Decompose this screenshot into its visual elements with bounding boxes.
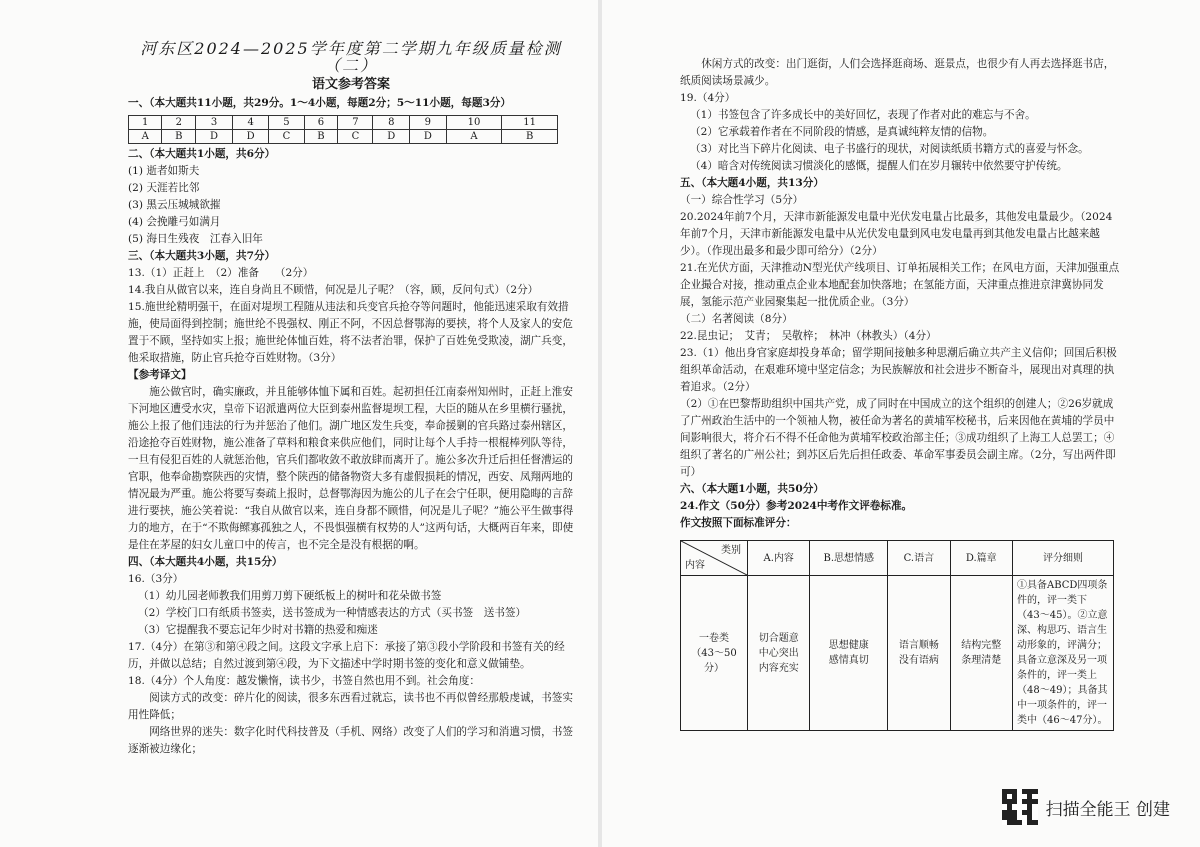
q21-answer: 21.在光伏方面，天津推动N型光伏产线项目、订单拓展相关工作；在风电方面，天津加强重点企业撮合对接，推动重点企业本地配套加快落地；在氢能方面，天津重点推进京津冀协同发展，氢能示范产业园聚集起一批优质企业。（3分） — [680, 262, 1120, 308]
q24-subheading: 作文按照下面标准评分： — [680, 517, 797, 529]
q16-item: （3）它提醒我不要忘记年少时对书籍的热爱和痴迷 — [138, 624, 378, 636]
poem-list — [128, 163, 574, 248]
header-content-label: 内容 — [685, 560, 705, 571]
poem-answer: (1) 逝者如斯夫 — [128, 165, 200, 177]
watermark-text: 扫描全能王 创建 — [1045, 799, 1170, 820]
answer-letter-cell: B — [502, 130, 558, 144]
answer-letter-cell: D — [196, 130, 233, 144]
answer-letter-cell: D — [410, 130, 447, 144]
answer-letter-cell: B — [304, 130, 338, 144]
row-label: 一卷类 （43～50 分） — [681, 576, 748, 731]
answer-letter-cell: C — [338, 130, 373, 144]
answer-letter-cell: C — [269, 130, 304, 144]
q15-answer: 15.施世纶精明强干，在面对堤坝工程随从违法和兵变官兵抢夺等问题时，他能迅速采取有效措施，使局面得到控制；施世纶不畏强权、刚正不阿，不因总督鄂海的要挟，将个人及家人的安危置于不顾，坚持如实上报；施世纶体恤百姓，将不法者治罪，保护了百姓免受欺凌，湖广兵变，他采取措施，防止官兵抢夺百姓财物。（3分） — [128, 301, 573, 364]
q19-answer: 19.（4分） — [680, 92, 736, 104]
header-detail: 评分细则 — [1013, 541, 1114, 576]
right-column — [680, 56, 1120, 731]
section-6-heading: 六、（本大题1小题，共50分） — [680, 483, 824, 495]
q16-item: （1）幼儿园老师教我们用剪刀剪下硬纸板上的树叶和花朵做书签 — [138, 590, 442, 602]
q13-answer: 13.（1）正赶上 （2）准备 （2分） — [128, 267, 314, 279]
answer-number-cell: 9 — [410, 116, 447, 130]
grading-header-row — [681, 541, 1114, 576]
answer-number-cell: 5 — [269, 116, 304, 130]
answer-letter-cell: D — [373, 130, 410, 144]
poem-answer: (2) 天涯若比邻 — [128, 182, 200, 194]
q18-point-a: 阅读方式的改变：碎片化的阅读，很多东西看过就忘，读书也不再似曾经那般虔诚，书签实用性降低； — [128, 692, 573, 721]
cell-d: 结构完整 条理清楚 — [950, 576, 1012, 731]
answer-number-cell: 1 — [129, 116, 162, 130]
answer-number-cell: 7 — [338, 116, 373, 130]
q14-answer: 14.我自从做官以来，连自身尚且不顾惜，何况是儿子呢？（容，顾，反问句式）（2分） — [128, 284, 539, 296]
q16-answer: 16.（3分） — [128, 573, 184, 585]
reference-translation-label: 【参考译文】 — [128, 369, 192, 381]
cell-b: 思想健康 感情真切 — [810, 576, 888, 731]
header-category-label: 类别 — [721, 545, 741, 556]
answer-letter-row — [129, 130, 558, 144]
answer-number-cell: 3 — [196, 116, 233, 130]
poem-answer: (5) 海日生残夜 江春入旧年 — [128, 233, 263, 245]
q24-answer: 24.作文（50分）参考2024中考作文评卷标准。 — [680, 500, 913, 512]
q19-item: （2）它承载着作者在不同阶段的情感，是真诚纯粹友情的信物。 — [690, 126, 994, 138]
poem-answer: (3) 黑云压城城欲摧 — [128, 199, 221, 211]
essay-grading-table — [680, 540, 1114, 731]
answer-number-cell: 4 — [232, 116, 269, 130]
q19-list — [680, 107, 1120, 175]
section-4-heading: 四、（本大题共4小题，共15分） — [128, 556, 283, 568]
cell-c: 语言顺畅 没有语病 — [888, 576, 950, 731]
q18-answer: 18.（4分）个人角度：越发懒惰，读书少，书签自然也用不到。社会角度： — [128, 675, 480, 687]
section-1-heading: 一、（本大题共11小题，共29分。1～4小题，每题2分；5～11小题，每题3分） — [128, 97, 511, 109]
answer-number-cell: 6 — [304, 116, 338, 130]
section-2-heading: 二、（本大题共1小题，共6分） — [128, 148, 276, 160]
answer-letter-cell: A — [446, 130, 502, 144]
poem-answer: (4) 会挽雕弓如满月 — [128, 216, 221, 228]
answer-table — [128, 115, 558, 144]
cell-detail: ①具备ABCD四项条件的，评一类下（43～45）。②立意深、构思巧、语言生动形象的，评满分；具备立意深及另一项条件的，评一类上（48～49）；具备其中一项条件的，评一类中（46～47分）。 — [1013, 576, 1114, 731]
answer-number-cell: 2 — [162, 116, 196, 130]
header-diagonal-cell — [681, 541, 748, 576]
answer-number-cell: 8 — [373, 116, 410, 130]
header-c: C.语言 — [888, 541, 950, 576]
q18-point-b: 网络世界的迷失：数字化时代科技普及（手机、网络）改变了人们的学习和消遣习惯，书签逐渐被边缘化； — [128, 726, 573, 755]
answer-letter-cell: A — [129, 130, 162, 144]
scanner-watermark — [1002, 789, 1170, 825]
qr-code-icon — [1002, 789, 1038, 825]
doc-title: 语文参考答案 — [311, 77, 390, 92]
q17-answer: 17.（4分）在第③和第④段之间。这段文字承上启下：承接了第③段小学阶段和书签有关的经历，并做以总结；自然过渡到第④段，为下文描述中学时期书签的变化和意义做铺垫。 — [128, 641, 565, 670]
q18-point-c: 休闲方式的改变：出门逛街，人们会选择逛商场、逛景点，也很少有人再去选择逛书店，纸质阅读场景减少。 — [680, 58, 1115, 87]
answer-letter-cell: D — [232, 130, 269, 144]
q22-answer: 22.昆虫记； 艾青； 吴敬梓； 林冲（林教头）（4分） — [680, 330, 937, 342]
grading-row-1 — [681, 576, 1114, 731]
subsection-1-heading: （一）综合性学习（5分） — [680, 194, 804, 206]
q19-item: （1）书签包含了许多成长中的美好回忆，表现了作者对此的难忘与不舍。 — [690, 109, 1036, 121]
q23-part1-answer: 23.（1）他出身官家庭却投身革命；留学期间接触多种思潮后确立共产主义信仰；回国后积极组织革命活动，在艰难环境中坚定信念；为民族解放和社会进步不断奋斗，展现出对真理的执着追求。（2分） — [680, 347, 1117, 393]
answer-number-cell: 11 — [502, 116, 558, 130]
q19-item: （3）对比当下碎片化阅读、电子书盛行的现状，对阅读纸质书籍方式的喜爱与怀念。 — [690, 143, 1089, 155]
q16-item: （2）学校门口有纸质书签卖，送书签成为一种情感表达的方式（买书签 送书签） — [138, 607, 527, 619]
header-b: B.思想情感 — [810, 541, 888, 576]
header-a: A.内容 — [748, 541, 810, 576]
section-5-heading: 五、（本大题4小题，共13分） — [680, 177, 824, 189]
answer-number-row — [129, 116, 558, 130]
reference-translation: 施公做官时，确实廉政，并且能够体恤下属和百姓。起初担任江南泰州知州时，正赶上淮安下河地区遭受水灾，皇帝下诏派遣两位大臣到泰州监督堤坝工程，大臣的随从在乡里横行骚扰，施公上报了他们违法的行为并惩治了他们。湖广地区发生兵变，奉命援剿的官兵路过泰州辖区，沿途抢夺百姓财物，施公准备了草料和粮食来供应他们，同时让每个人手持一根棍棒列队等待，一旦有侵犯百姓的人就惩治他，官兵们都收敛不敢放肆而离开了。施公多次升迁后担任督漕运的官职，他奉命勘察陕西的灾情，整个陕西的储备物资大多有虚假损耗的情况，西安、凤翔两地的情况最为严重。施公将要写奏疏上报时，总督鄂海因为施公的儿子在会宁任职，便用隐晦的言辞进行要挟，施公笑着说：“我自从做官以来，连自身都不顾惜，何况是儿子呢？”施公平生做事得力的地方，在于“不欺侮鳏寡孤独之人，不畏惧强横有权势的人”这两句话，大概两百年来，即使是住在茅屋的妇女儿童口中的传言，也不完全是没有根据的啊。 — [128, 386, 574, 551]
q19-item: （4）暗含对传统阅读习惯淡化的感慨，提醒人们在岁月辗转中依然要守护传统。 — [690, 160, 1068, 172]
cell-a: 切合题意 中心突出 内容充实 — [748, 576, 810, 731]
q23-part2-answer: （2）①在巴黎帮助组织中国共产党，成了同时在中国成立的这个组织的创建人；②26岁就成了广州政治生活中的一个领袖人物，被任命为著名的黄埔军校秘书，后来因他在黄埔的学员中间影响很大，将介石不得不任命他为黄埔军校政治部主任；③成功组织了上海工人总罢工；④组织了著名的广州公社；到苏区后先后担任政委、革命军事委员会副主席。（2分，写出两件即可） — [680, 398, 1116, 478]
q20-answer: 20.2024年前7个月，天津市新能源发电量中光伏发电量占比最多，其他发电量最少。（2024年前7个月，天津市新能源发电量中从光伏发电量到风电发电量再到其他发电量占比越来越少）。（作现出最多和最少即可给分）（2分） — [680, 211, 1113, 257]
section-3-heading: 三、（本大题共3小题，共7分） — [128, 250, 276, 262]
answer-letter-cell: B — [162, 130, 196, 144]
answer-number-cell: 10 — [446, 116, 502, 130]
subsection-2-heading: （二）名著阅读（8分） — [680, 313, 793, 325]
exam-title: 河东区2024—2025学年度第二学期九年级质量检测（二） — [140, 39, 562, 75]
left-column — [128, 40, 574, 758]
header-d: D.篇章 — [950, 541, 1012, 576]
q16-list — [128, 588, 574, 639]
